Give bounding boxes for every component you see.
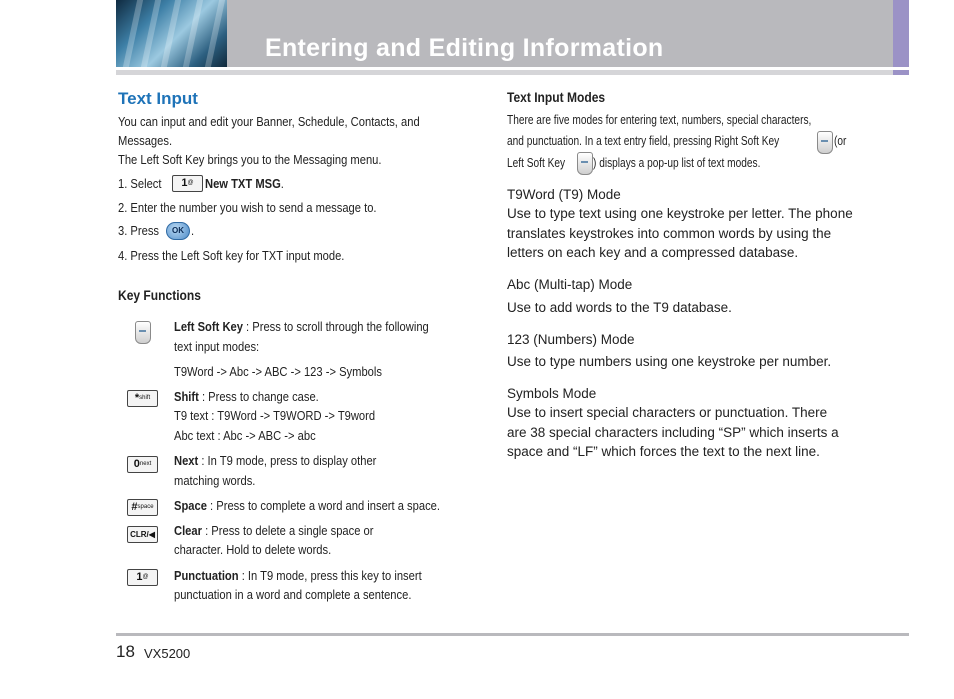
key-desc-line: : Press to complete a word and insert a space. bbox=[206, 498, 440, 513]
mode-desc-line: Use to type text using one keystroke per letter. The phone bbox=[507, 206, 853, 221]
key-function-left-soft-key bbox=[174, 317, 429, 337]
modes-intro-line: Left Soft Key bbox=[507, 155, 566, 170]
section-title-text-input: Text Input bbox=[118, 89, 198, 108]
mode-title-abc: Abc (Multi-tap) Mode bbox=[507, 277, 633, 292]
one-punctuation-key-icon: 1@ bbox=[127, 569, 158, 586]
key-name-next: Next bbox=[174, 453, 199, 468]
key-name-space: Space bbox=[174, 498, 207, 513]
key-desc-line: character. Hold to delete words. bbox=[174, 542, 332, 557]
clear-key-icon: CLR/◀ bbox=[127, 526, 158, 543]
mode-desc-line: Use to type numbers using one keystroke per number. bbox=[507, 354, 832, 369]
model-name: VX5200 bbox=[144, 646, 191, 661]
right-soft-key-icon bbox=[817, 131, 833, 154]
key-name-punctuation: Punctuation bbox=[174, 568, 239, 583]
key-name-clear: Clear bbox=[174, 523, 202, 538]
key-function-next bbox=[174, 451, 376, 471]
one-key-icon: 1@ bbox=[172, 175, 203, 192]
intro-line-2: The Left Soft Key brings you to the Messaging menu. bbox=[118, 152, 382, 167]
mode-desc-line: space and “LF” which forces the text to the next line. bbox=[507, 444, 820, 459]
header-photo bbox=[116, 0, 227, 67]
step-1-suffix: . bbox=[280, 176, 284, 191]
modes-intro-line: and punctuation. In a text entry field, pressing Right Soft Key bbox=[507, 133, 780, 148]
footer-rule bbox=[116, 633, 909, 636]
key-desc-line: matching words. bbox=[174, 473, 256, 488]
step-1-prefix: 1. Select bbox=[118, 176, 162, 191]
intro-line-1: You can input and edit your Banner, Schedule, Contacts, and bbox=[118, 114, 420, 129]
step-1-bold: New TXT MSG bbox=[205, 176, 281, 191]
header-underline-accent bbox=[893, 70, 909, 75]
page-number: 18 bbox=[116, 642, 135, 661]
left-soft-key-icon bbox=[577, 152, 593, 175]
key-desc-line: punctuation in a word and complete a sentence. bbox=[174, 587, 412, 602]
zero-next-key-icon: $0^{next}$ bbox=[127, 456, 158, 473]
key-desc-line: : Press to scroll through the following bbox=[242, 319, 429, 334]
key-name-shift: Shift bbox=[174, 389, 199, 404]
header-accent-tab bbox=[893, 0, 909, 67]
key-function-shift bbox=[174, 387, 319, 407]
mode-desc-line: translates keystrokes into common words by using the bbox=[507, 226, 832, 241]
star-shift-key-icon: *$^{shift}$ bbox=[127, 390, 158, 407]
key-function-clear bbox=[174, 521, 374, 541]
key-function-punctuation bbox=[174, 566, 422, 586]
mode-desc-line: Use to insert special characters or punctuation. There bbox=[507, 405, 828, 420]
mode-desc-line: are 38 special characters including “SP” which inserts a bbox=[507, 425, 839, 440]
key-desc-line: : Press to change case. bbox=[198, 389, 319, 404]
modes-intro-line: There are five modes for entering text, numbers, special characters, bbox=[507, 112, 812, 127]
mode-title-symbols: Symbols Mode bbox=[507, 386, 597, 401]
intro-line-1b: Messages. bbox=[118, 133, 173, 148]
mode-desc-line: letters on each key and a compressed database. bbox=[507, 245, 799, 260]
mode-desc-line: Use to add words to the T9 database. bbox=[507, 300, 732, 315]
page-title: Entering and Editing Information bbox=[265, 34, 664, 62]
mode-title-123: 123 (Numbers) Mode bbox=[507, 332, 635, 347]
key-desc-line: : In T9 mode, press this key to insert bbox=[238, 568, 422, 583]
key-desc-line: Abc text : Abc -> ABC -> abc bbox=[174, 428, 316, 443]
step-3-prefix: 3. Press bbox=[118, 223, 160, 238]
key-desc-line: : Press to delete a single space or bbox=[201, 523, 374, 538]
key-desc-line: T9Word -> Abc -> ABC -> 123 -> Symbols bbox=[174, 364, 382, 379]
key-desc-line: text input modes: bbox=[174, 339, 260, 354]
key-desc-line: : In T9 mode, press to display other bbox=[198, 453, 377, 468]
section-title-text-input-modes: Text Input Modes bbox=[507, 89, 606, 105]
modes-intro-line: ) displays a pop-up list of text modes. bbox=[593, 155, 761, 170]
pound-space-key-icon: #$^{space}$ bbox=[127, 499, 158, 516]
step-3-suffix: . bbox=[191, 223, 195, 238]
step-2: 2. Enter the number you wish to send a message to. bbox=[118, 200, 377, 215]
key-function-space bbox=[174, 496, 440, 516]
left-soft-key-icon bbox=[135, 321, 151, 344]
key-functions-title: Key Functions bbox=[118, 287, 201, 303]
step-1-menu bbox=[205, 174, 284, 194]
step-4: 4. Press the Left Soft key for TXT input mode. bbox=[118, 248, 345, 263]
mode-title-t9word: T9Word (T9) Mode bbox=[507, 187, 621, 202]
key-name-left-soft-key: Left Soft Key bbox=[174, 319, 243, 334]
key-desc-line: T9 text : T9Word -> T9WORD -> T9word bbox=[174, 408, 376, 423]
header-underline bbox=[116, 70, 893, 75]
modes-intro-line: (or bbox=[834, 133, 847, 148]
ok-key-icon: OK bbox=[166, 222, 190, 240]
